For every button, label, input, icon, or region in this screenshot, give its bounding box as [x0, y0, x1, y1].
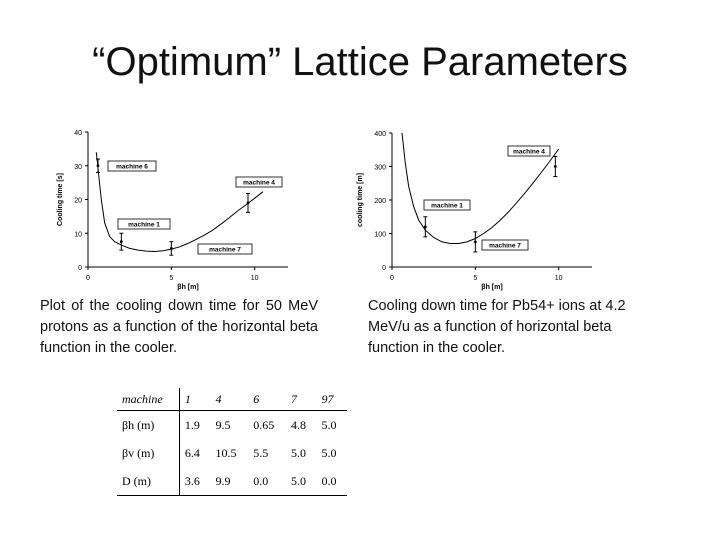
data-point	[554, 165, 557, 168]
data-point	[474, 240, 477, 243]
table-cell: 0.0	[316, 467, 347, 496]
table-cell: 10.5	[215, 445, 237, 460]
table-header: 4	[210, 388, 248, 411]
x-tick-label: 5	[169, 275, 174, 282]
table-cell: βv (m)	[117, 439, 179, 467]
table-header-row	[117, 388, 347, 411]
y-tick-label: 400	[374, 131, 386, 138]
table-cell: 0.65	[253, 417, 275, 432]
y-tick-label: 300	[374, 164, 386, 172]
x-tick-label: 10	[554, 275, 563, 282]
table-cell: 9.5	[215, 417, 231, 432]
x-axis-label: βh [m]	[177, 284, 199, 291]
caption-protons: Plot of the cooling down time for 50 MeV protons as a function of the horizontal beta function in the cooler.	[40, 298, 318, 356]
x-tick-label: 0	[390, 275, 394, 282]
table-header: 97	[316, 388, 347, 411]
data-point	[120, 240, 123, 243]
table-row	[117, 439, 347, 467]
table-cell: D (m)	[117, 467, 179, 496]
y-tick-label: 10	[74, 231, 82, 239]
y-tick-label: 30	[74, 163, 82, 171]
point-label: machine 1	[128, 221, 160, 229]
table-cell: 5.0	[291, 445, 306, 460]
table-header: 1	[179, 388, 210, 411]
y-axis-label: Cooling time [s]	[57, 173, 64, 226]
y-tick-label: 40	[74, 130, 82, 137]
table-cell: 1.9	[184, 417, 200, 432]
data-point	[247, 201, 250, 204]
y-tick-label: 20	[74, 197, 82, 205]
data-point	[97, 164, 100, 167]
y-tick-label: 0	[382, 265, 386, 272]
table-header: machine	[117, 388, 179, 411]
machine-parameters-table	[117, 388, 347, 496]
point-label: machine 1	[431, 202, 463, 210]
table-cell: 3.6	[179, 467, 210, 496]
table-row	[117, 411, 347, 440]
y-axis-label: cooling time [m]	[357, 172, 364, 228]
caption-pb-ions: Cooling down time for Pb54+ ions at 4.2 MeV/u as a function of horizontal beta function in the cooler.	[368, 298, 626, 356]
slide-title: “Optimum” Lattice Parameters	[92, 40, 628, 84]
table-row	[117, 467, 347, 496]
y-tick-label: 0	[78, 265, 82, 272]
data-point	[170, 247, 173, 250]
point-label: machine 4	[513, 148, 545, 156]
table-cell: 0.0	[248, 467, 286, 496]
table-cell: 5.0	[321, 445, 337, 460]
table-cell: 5.5	[253, 445, 269, 460]
table-cell: 5.0	[286, 467, 316, 496]
table-cell: βh (m)	[117, 411, 179, 440]
table-header: 6	[248, 388, 286, 411]
table-cell: 6.4	[184, 445, 200, 460]
point-label: machine 4	[243, 179, 275, 187]
table-cell: 5.0	[321, 417, 337, 432]
table-cell: 9.9	[210, 467, 248, 496]
y-tick-label: 100	[374, 231, 386, 239]
cooling-time-chart-pb-ions	[352, 118, 622, 300]
table-cell: 4.8	[291, 417, 306, 432]
x-tick-label: 0	[86, 275, 90, 282]
point-label: machine 6	[116, 163, 148, 171]
table-header: 7	[286, 388, 316, 411]
point-label: machine 7	[489, 242, 521, 250]
point-label: machine 7	[209, 246, 241, 254]
data-point	[424, 225, 427, 228]
x-axis-label: βh [m]	[481, 284, 503, 291]
x-tick-label: 5	[473, 275, 478, 282]
cooling-time-chart-protons	[50, 118, 300, 300]
y-tick-label: 200	[374, 198, 386, 205]
x-tick-label: 10	[250, 275, 259, 282]
